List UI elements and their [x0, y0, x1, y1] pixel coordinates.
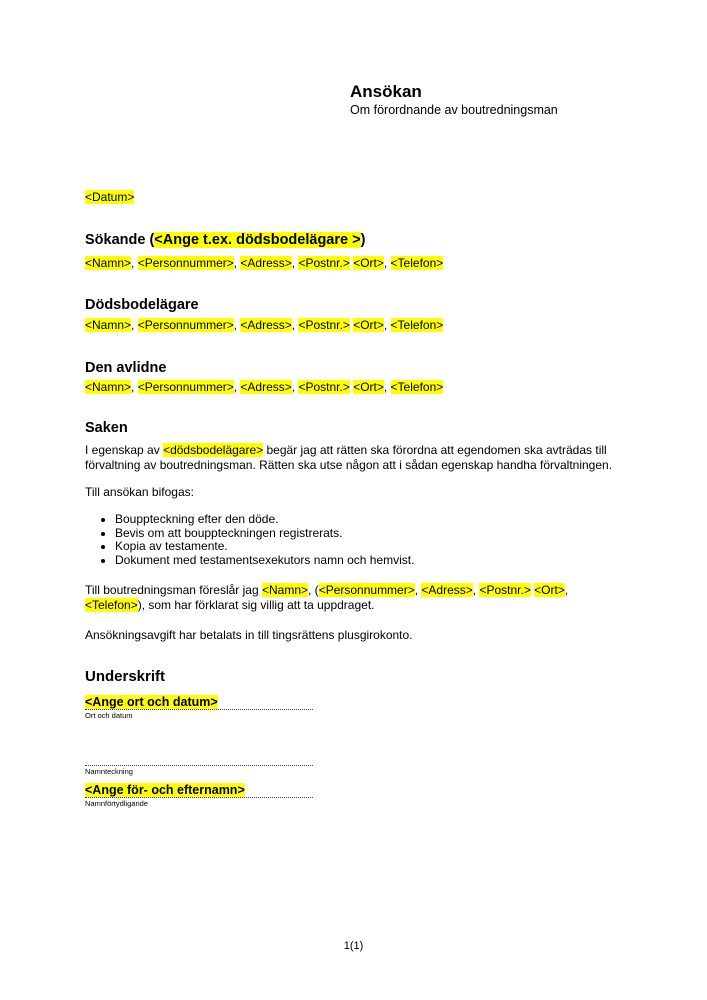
- placeholder-field[interactable]: <Telefon>: [390, 256, 444, 270]
- attachment-item: • Bouppteckning efter den döde.: [115, 513, 622, 527]
- section-heading-deceased: Den avlidne: [85, 360, 167, 376]
- name-clarification-line: [85, 783, 313, 798]
- placeholder-field[interactable]: <Ange t.ex. dödsbodelägare >: [154, 232, 361, 248]
- placeholder-field[interactable]: <dödsbodelägare>: [163, 443, 264, 457]
- placeholder-field[interactable]: <Ort>: [534, 583, 565, 597]
- text-run: ,: [291, 380, 299, 394]
- placeholder-field[interactable]: <Ort>: [353, 256, 384, 270]
- placeholder-field[interactable]: <Namn>: [85, 256, 132, 270]
- placeholder-field[interactable]: <Personnummer>: [137, 318, 234, 332]
- attachment-item: • Kopia av testamente.: [115, 540, 622, 554]
- text-run: Sökande (: [85, 232, 155, 248]
- name-placeholder-field[interactable]: <Ange för- och efternamn>: [85, 783, 245, 797]
- text-run: ,: [233, 380, 241, 394]
- placeholder-field[interactable]: <Postnr.>: [298, 318, 350, 332]
- text-run: , (: [308, 583, 319, 597]
- attachments-intro: Till ansökan bifogas:: [85, 485, 194, 499]
- estate-holder-person-fields-row: [85, 318, 622, 333]
- text-run: ,: [383, 318, 391, 332]
- placeholder-field[interactable]: <Adress>: [240, 318, 292, 332]
- page-subtitle: Om förordnande av boutredningsman: [350, 103, 558, 117]
- placeholder-field[interactable]: <Telefon>: [390, 380, 444, 394]
- placeholder-field[interactable]: <Telefon>: [390, 318, 444, 332]
- text-run: ,: [383, 256, 391, 270]
- placeholder-field[interactable]: <Postnr.>: [479, 583, 531, 597]
- placeholder-field[interactable]: <Ort>: [353, 380, 384, 394]
- text-run: ,: [383, 380, 391, 394]
- section-heading-matter: Saken: [85, 420, 128, 436]
- placeholder-field[interactable]: <Personnummer>: [137, 256, 234, 270]
- text-run: ,: [291, 318, 299, 332]
- placeholder-field[interactable]: <Postnr.>: [298, 256, 350, 270]
- place-date-placeholder-field[interactable]: <Ange ort och datum>: [85, 695, 218, 709]
- attachment-item: • Dokument med testamentsexekutors namn och hemvist.: [115, 554, 622, 568]
- deceased-person-fields-row: [85, 380, 622, 395]
- matter-paragraph: [85, 443, 622, 473]
- fee-note: Ansökningsavgift har betalats in till tingsrättens plusgirokonto.: [85, 628, 413, 642]
- place-date-label: Ort och datum: [85, 711, 133, 720]
- page-title: Ansökan: [350, 82, 422, 101]
- text-run: ), som har förklarat sig villig att ta uppdraget.: [137, 598, 375, 612]
- text-run: ,: [233, 318, 241, 332]
- place-date-line: [85, 695, 313, 710]
- text-run: I egenskap av: [85, 443, 164, 457]
- page-number: 1(1): [343, 940, 364, 952]
- text-run: ,: [131, 318, 138, 332]
- proposal-paragraph: [85, 583, 622, 613]
- text-run: begär jag att rätten ska förordna att egendomen ska avträdas till förvaltning av boutredningsman. Rätten ska utse någon att i sådan egenskap handha förvaltningen.: [85, 443, 613, 472]
- attachments-list: [85, 513, 622, 567]
- text-run: ,: [233, 256, 241, 270]
- placeholder-field[interactable]: <Personnummer>: [137, 380, 234, 394]
- placeholder-field[interactable]: <Adress>: [421, 583, 473, 597]
- text-run: ,: [472, 583, 480, 597]
- text-run: ,: [131, 380, 138, 394]
- placeholder-field[interactable]: <Ort>: [353, 318, 384, 332]
- document-header: [350, 82, 558, 118]
- text-run: ): [360, 232, 366, 248]
- name-clarification-block: [85, 783, 313, 808]
- text-run: ,: [291, 256, 299, 270]
- placeholder-field[interactable]: <Postnr.>: [298, 380, 350, 394]
- placeholder-field[interactable]: <Namn>: [85, 318, 132, 332]
- text-run: ,: [131, 256, 138, 270]
- section-heading-estate-holder: Dödsbodelägare: [85, 297, 199, 313]
- date-placeholder-line: [85, 190, 622, 204]
- section-heading-signature: Underskrift: [85, 668, 166, 685]
- text-run: ,: [564, 583, 569, 597]
- placeholder-field[interactable]: <Namn>: [261, 583, 309, 597]
- placeholder-field[interactable]: <Telefon>: [85, 598, 138, 612]
- section-heading-applicant: [85, 232, 622, 249]
- placeholder-field[interactable]: <Adress>: [240, 256, 292, 270]
- text-run: Till boutredningsman föreslår jag: [85, 583, 262, 597]
- document-body: [85, 190, 622, 808]
- applicant-person-fields-row: [85, 256, 622, 271]
- name-clarification-label: Namnförtydligande: [85, 799, 148, 808]
- text-run: ,: [414, 583, 422, 597]
- signature-label: Namnteckning: [85, 767, 133, 776]
- date-placeholder-field[interactable]: <Datum>: [85, 190, 135, 204]
- placeholder-field[interactable]: <Adress>: [240, 380, 292, 394]
- placeholder-field[interactable]: <Namn>: [85, 380, 132, 394]
- place-date-signature-block: [85, 695, 313, 720]
- attachment-item: • Bevis om att bouppteckningen registrerats.: [115, 527, 622, 541]
- placeholder-field[interactable]: <Personnummer>: [318, 583, 415, 597]
